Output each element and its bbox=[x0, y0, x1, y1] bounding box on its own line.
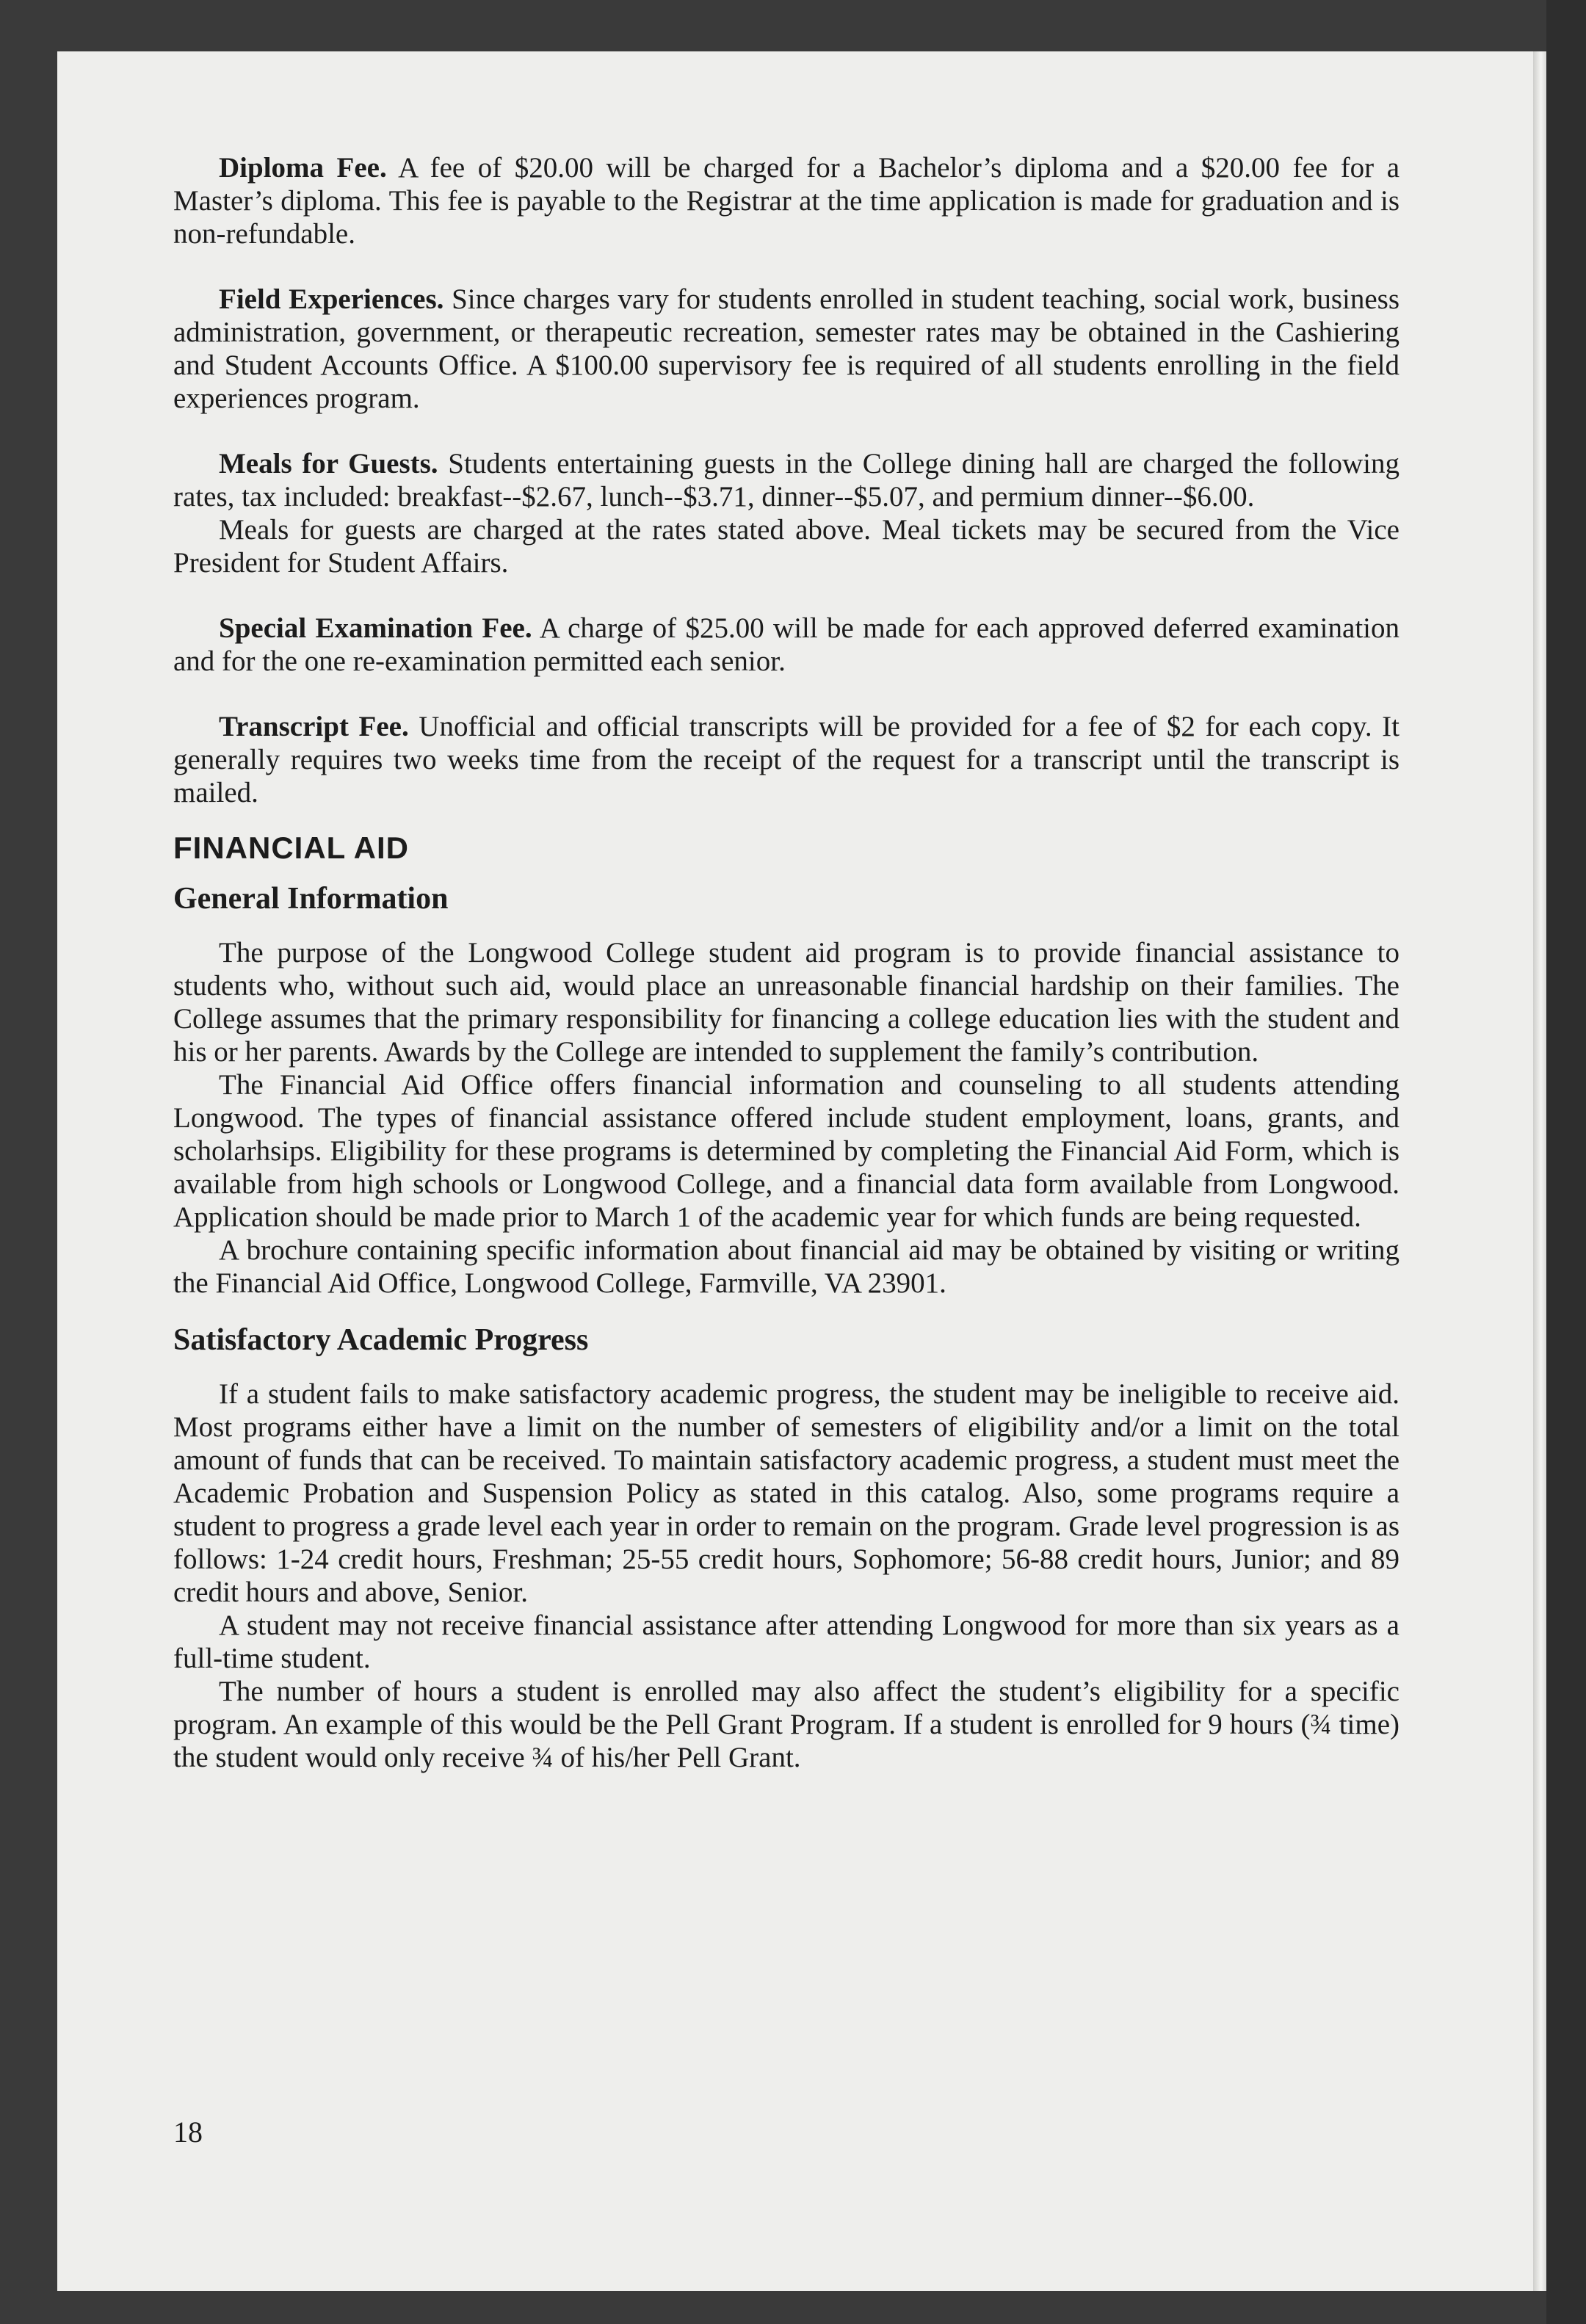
satisfactory-progress-paragraph-3: The number of hours a student is enrolled may also affect the student’s eligibility for a specific program. An example of this would be the Pell Grant Program. If a student is enrolled for 9 hours (¾ time) the student would only receive ¾ of his/her Pell Grant. bbox=[173, 1676, 1399, 1773]
special-exam-fee-paragraph bbox=[173, 612, 1399, 678]
field-experiences-title: Field Experiences. bbox=[219, 283, 444, 315]
page-content bbox=[173, 151, 1399, 1774]
field-experiences-text: Since charges vary for students enrolled in student teaching, social work, business administration, government, or therapeutic recreation, semester rates may be obtained in the Cashiering and Student Accounts Office. A $100.00 supervisory fee is required of all students enrolling in the field experiences program. bbox=[173, 283, 1399, 414]
field-experiences-paragraph bbox=[173, 283, 1399, 415]
general-information-paragraph-3: A brochure containing specific information about financial aid may be obtained by visiting or writing the Financial Aid Office, Longwood College, Farmville, VA 23901. bbox=[173, 1234, 1399, 1299]
diploma-fee-title: Diploma Fee. bbox=[219, 152, 387, 184]
transcript-fee-title: Transcript Fee. bbox=[219, 711, 409, 742]
diploma-fee-text: A fee of $20.00 will be charged for a Bachelor’s diploma and a $20.00 fee for a Master’s diploma. This fee is payable to the Registrar at the time application is made for graduation and is non-refundable. bbox=[173, 152, 1399, 250]
background-edge bbox=[1546, 0, 1586, 2324]
satisfactory-progress-paragraph-1: If a student fails to make satisfactory academic progress, the student may be ineligible to receive aid. Most programs either have a limit on the number of semesters of eligibility and/or a limit on the total amount of funds that can be received. To maintain satisfactory academic progress, a student must meet the Academic Probation and Suspension Policy as stated in this catalog. Also, some programs require a student to progress a grade level each year in order to remain on the program. Grade level progression is as follows: 1-24 credit hours, Freshman; 25-55 credit hours, Sophomore; 56-88 credit hours, Junior; and 89 credit hours and above, Senior. bbox=[173, 1378, 1399, 1608]
transcript-fee-paragraph bbox=[173, 710, 1399, 809]
general-information-paragraph-2: The Financial Aid Office offers financial information and counseling to all students attending Longwood. The types of financial assistance offered include student employment, loans, grants, and scholarhsips. Eligibility for these programs is determined by completing the Financial Aid Form, which is available from high schools or Longwood College, and a financial data form available from Longwood. Application should be made prior to March 1 of the academic year for which funds are being requested. bbox=[173, 1069, 1399, 1233]
general-information-paragraph-1: The purpose of the Longwood College student aid program is to provide financial assistance to students who, without such aid, would place an unreasonable financial hardship on their families. The College assumes that the primary responsibility for financing a college education lies with the student and his or her parents. Awards by the College are intended to supplement the family’s contribution. bbox=[173, 937, 1399, 1068]
general-information-heading: General Information bbox=[173, 882, 449, 916]
satisfactory-progress-paragraph-2: A student may not receive financial assistance after attending Longwood for more than six years as a full-time student. bbox=[173, 1610, 1399, 1674]
meals-for-guests-paragraph bbox=[173, 447, 1399, 513]
transcript-fee-text: Unofficial and official transcripts will be provided for a fee of $2 for each copy. It generally requires two weeks time from the receipt of the request for a transcript until the transcript is mailed. bbox=[173, 711, 1399, 808]
diploma-fee-paragraph bbox=[173, 151, 1399, 250]
financial-aid-heading: FINANCIAL AID bbox=[173, 830, 409, 865]
special-exam-fee-text: A charge of $25.00 will be made for each approved deferred examination and for the one re-examination permitted each senior. bbox=[173, 612, 1399, 677]
meals-for-guests-paragraph-2: Meals for guests are charged at the rates stated above. Meal tickets may be secured from the Vice President for Student Affairs. bbox=[173, 514, 1399, 579]
meals-for-guests-title: Meals for Guests. bbox=[219, 448, 438, 479]
satisfactory-progress-heading: Satisfactory Academic Progress bbox=[173, 1323, 589, 1357]
special-exam-fee-title: Special Examination Fee. bbox=[219, 612, 532, 644]
page-edge bbox=[1533, 51, 1546, 2291]
page-number: 18 bbox=[173, 2115, 203, 2149]
meals-for-guests-text: Students entertaining guests in the College dining hall are charged the following rates, tax included: breakfast--$2.67, lunch--$3.71, dinner--$5.07, and permium dinner--$6.00. bbox=[173, 448, 1400, 513]
